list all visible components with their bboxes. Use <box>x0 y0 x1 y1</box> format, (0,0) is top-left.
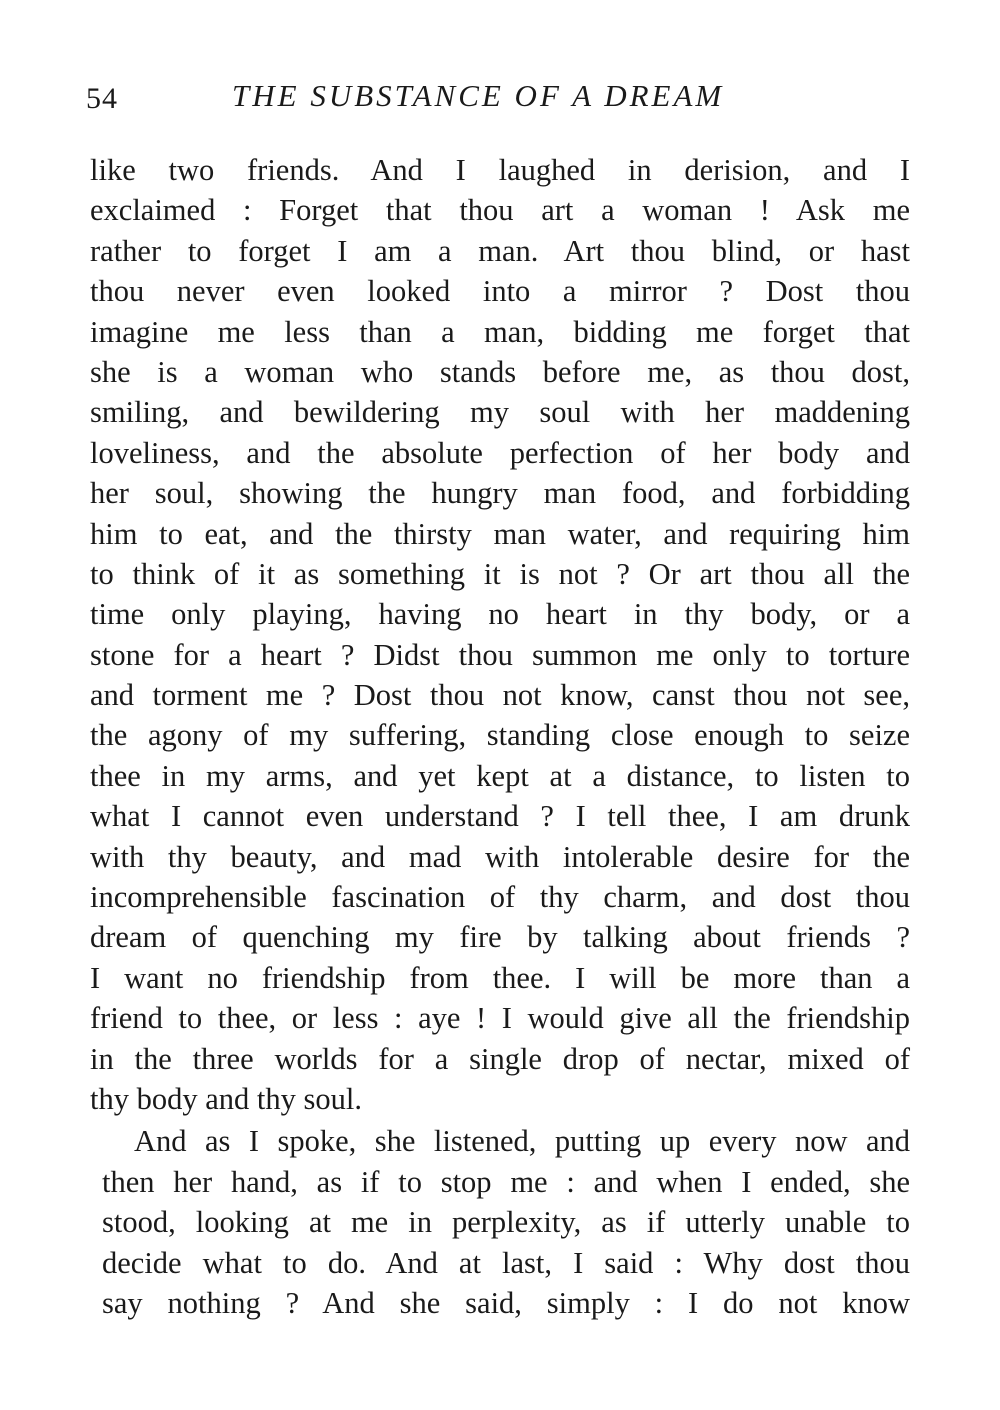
text-line: thee in my arms, and yet kept at a distance, to listen to <box>90 758 910 793</box>
text-line: exclaimed : Forget that thou art a woman ! Ask me <box>90 193 910 228</box>
text-line: incomprehensible fascination of thy charm, and dost thou <box>90 880 910 915</box>
text-line: thou never even looked into a mirror ? Dost thou <box>90 274 910 309</box>
text-line: rather to forget I am a man. Art thou blind, or hast <box>90 233 910 268</box>
paragraph-2 <box>90 1121 910 1323</box>
text-line: imagine me less than a man, bidding me forget that <box>90 314 910 349</box>
text-line: loveliness, and the absolute perfection of her body and <box>90 435 910 470</box>
text-line: she is a woman who stands before me, as thou dost, <box>90 354 910 389</box>
text-line: him to eat, and the thirsty man water, and requiring him <box>90 516 910 551</box>
body-text <box>90 150 910 1323</box>
text-line: say nothing ? And she said, simply : I do not know <box>102 1285 910 1320</box>
text-line: And as I spoke, she listened, putting up every now and <box>134 1124 910 1159</box>
text-line: what I cannot even understand ? I tell thee, I am drunk <box>90 799 910 834</box>
running-title: THE SUBSTANCE OF A DREAM <box>232 78 725 113</box>
text-line: I want no friendship from thee. I will be more than a <box>90 960 910 995</box>
text-line: smiling, and bewildering my soul with her maddening <box>90 395 910 430</box>
text-line: with thy beauty, and mad with intolerable desire for the <box>90 839 910 874</box>
text-line: stone for a heart ? Didst thou summon me only to torture <box>90 637 910 672</box>
text-line: the agony of my suffering, standing close enough to seize <box>90 718 910 753</box>
text-line: her soul, showing the hungry man food, and forbidding <box>90 476 910 511</box>
text-line: like two friends. And I laughed in derision, and I <box>90 153 910 187</box>
text-line: friend to thee, or less : aye ! I would give all the friendship <box>90 1001 910 1036</box>
paragraph-1 <box>90 150 910 1119</box>
text-line: dream of quenching my fire by talking about friends ? <box>90 920 910 955</box>
text-line: thy body and thy soul. <box>90 1081 362 1116</box>
running-head <box>86 78 916 122</box>
page-number: 54 <box>86 82 118 115</box>
text-line: stood, looking at me in perplexity, as if utterly unable to <box>102 1205 910 1240</box>
text-line: time only playing, having no heart in thy body, or a <box>90 597 910 632</box>
text-line: to think of it as something it is not ? Or art thou all the <box>90 556 910 591</box>
text-line: and torment me ? Dost thou not know, canst thou not see, <box>90 678 910 713</box>
text-line: decide what to do. And at last, I said : Why dost thou <box>102 1245 910 1280</box>
text-line: then her hand, as if to stop me : and when I ended, she <box>102 1164 910 1199</box>
text-line: in the three worlds for a single drop of nectar, mixed of <box>90 1041 910 1076</box>
